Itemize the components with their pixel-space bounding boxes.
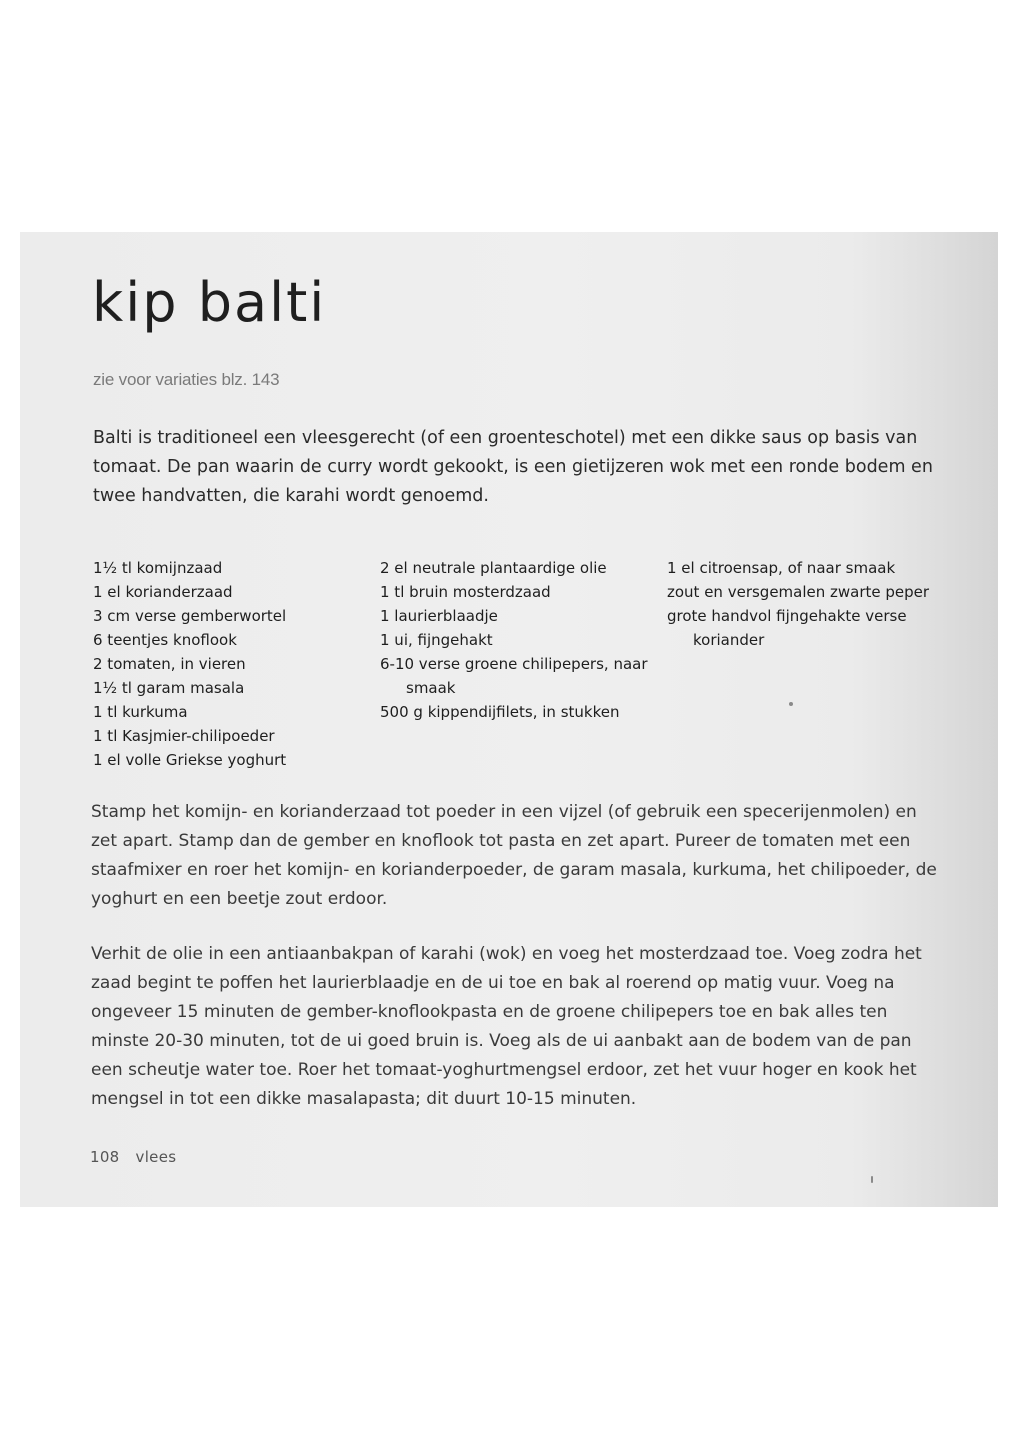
ingredient-item: 1 tl Kasjmier-chilipoeder [93, 727, 275, 745]
recipe-title: kip balti [92, 271, 327, 334]
ingredient-item: 2 tomaten, in vieren [93, 655, 246, 673]
ingredient-item: 6-10 verse groene chilipepers, naar smaak [380, 655, 648, 697]
page-footer [90, 1148, 176, 1166]
method-step-2: Verhit de olie in een antiaanbakpan of karahi (wok) en voeg het mosterdzaad toe. Voeg zodra het zaad begint te poffen het laurierblaadje en de ui toe en bak al roerend op matig vuur. Voeg na ongeveer 15 minuten de gember-knoflookpasta en de groene chilipepers toe en bak alles ten minste 20-30 minuten, tot de ui goed bruin is. Voeg als de ui aanbakt aan de bodem van de pan een scheutje water toe. Roer het tomaat-yoghurtmengsel erdoor, zet het vuur hoger en kook het mengsel in tot een dikke masalapasta; dit duurt 10-15 minuten. [91, 944, 922, 1109]
recipe-intro: Balti is traditioneel een vleesgerecht (of een groenteschotel) met een dikke saus op basis van tomaat. De pan waarin de curry wordt gekookt, is een gietijzeren wok met een ronde bodem en twee handvatten, die karahi wordt genoemd. [93, 428, 933, 506]
ingredient-item: 2 el neutrale plantaardige olie [380, 559, 607, 577]
ingredient-item: 1 ui, fijngehakt [380, 631, 493, 649]
ingredient-item: 1½ tl garam masala [93, 679, 245, 697]
ingredient-item: zout en versgemalen zwarte peper [667, 583, 930, 601]
section-name: vlees [135, 1148, 177, 1166]
ingredient-column-2 [380, 556, 650, 724]
page-number: 108 [90, 1148, 120, 1166]
scan-speck [789, 702, 793, 706]
ingredient-item: 1 el korianderzaad [93, 583, 233, 601]
ingredient-item: 1 tl bruin mosterdzaad [380, 583, 551, 601]
ingredient-column-3 [667, 556, 967, 652]
ingredient-item: 1 tl kurkuma [93, 703, 188, 721]
ingredient-item: grote handvol fijngehakte verse koriander [667, 607, 907, 649]
ingredient-column-1 [93, 556, 353, 772]
method-step-1: Stamp het komijn- en korianderzaad tot poeder in een vijzel (of gebruik een specerijenmolen) en zet apart. Stamp dan de gember en knoflook tot pasta en zet apart. Pureer de tomaten met een staafmixer en roer het komijn- en korianderpoeder, de garam masala, kurkuma, het chilipoeder, de yoghurt en een beetje zout erdoor. [91, 802, 937, 909]
ingredient-item: 500 g kippendijfilets, in stukken [380, 703, 620, 721]
ingredient-item: 1 laurierblaadje [380, 607, 498, 625]
scanned-page [20, 232, 998, 1207]
ingredient-item: 6 teentjes knoflook [93, 631, 237, 649]
ingredient-item: 3 cm verse gemberwortel [93, 607, 287, 625]
ingredient-item: 1 el volle Griekse yoghurt [93, 751, 287, 769]
ingredient-item: 1½ tl komijnzaad [93, 559, 223, 577]
ingredient-item: 1 el citroensap, of naar smaak [667, 559, 896, 577]
recipe-subtitle: zie voor variaties blz. 143 [93, 370, 280, 389]
scan-speck [871, 1176, 873, 1183]
